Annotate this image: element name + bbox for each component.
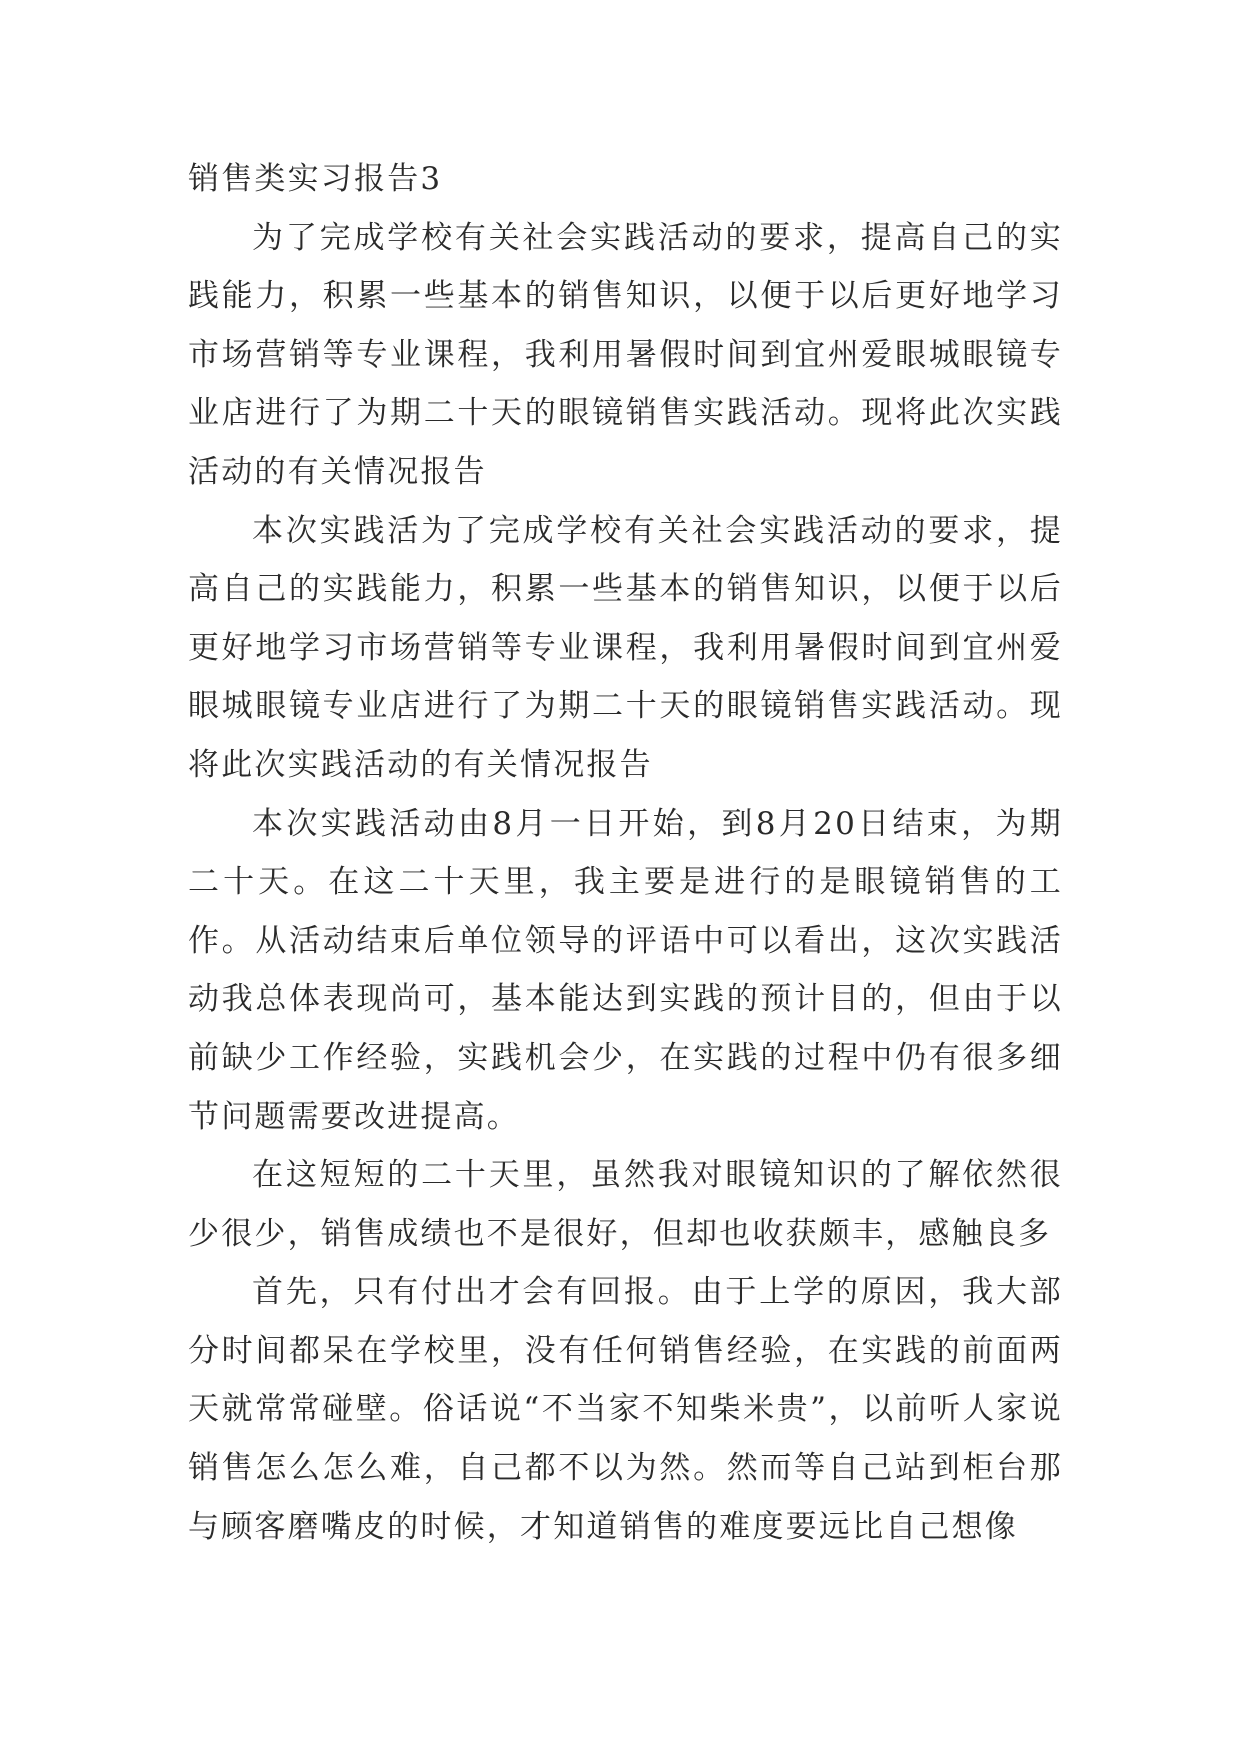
- paragraph-5: 首先，只有付出才会有回报。由于上学的原因，我大部分时间都呆在学校里，没有任何销售经验，在实践的前面两天就常常碰壁。俗话说“不当家不知柴米贵”，以前听人家说销售怎么怎么难，自己都不以为然。然而等自己站到柜台那与顾客磨嘴皮的时候，才知道销售的难度要远比自己想像: [188, 1274, 1063, 1545]
- paragraph-1: 为了完成学校有关社会实践活动的要求，提高自己的实践能力，积累一些基本的销售知识，以便于以后更好地学习市场营销等专业课程，我利用暑假时间到宜州爱眼城眼镜专业店进行了为期二十天的眼镜销售实践活动。现将此次实践活动的有关情况报告: [188, 219, 1063, 490]
- document-body: [188, 150, 1063, 1556]
- document-title: 销售类实习报告3: [188, 161, 443, 197]
- paragraph-3: 本次实践活动由8月一日开始，到8月20日结束，为期二十天。在这二十天里，我主要是进行的是眼镜销售的工作。从活动结束后单位领导的评语中可以看出，这次实践活动我总体表现尚可，基本能达到实践的预计目的，但由于以前缺少工作经验，实践机会少，在实践的过程中仍有很多细节问题需要改进提高。: [188, 805, 1063, 1135]
- paragraph-4: 在这短短的二十天里，虽然我对眼镜知识的了解依然很少很少，销售成绩也不是很好，但却也收获颇丰，感触良多: [188, 1157, 1063, 1252]
- paragraph-2: 本次实践活为了完成学校有关社会实践活动的要求，提高自己的实践能力，积累一些基本的销售知识，以便于以后更好地学习市场营销等专业课程，我利用暑假时间到宜州爱眼城眼镜专业店进行了为期二十天的眼镜销售实践活动。现将此次实践活动的有关情况报告: [188, 512, 1063, 783]
